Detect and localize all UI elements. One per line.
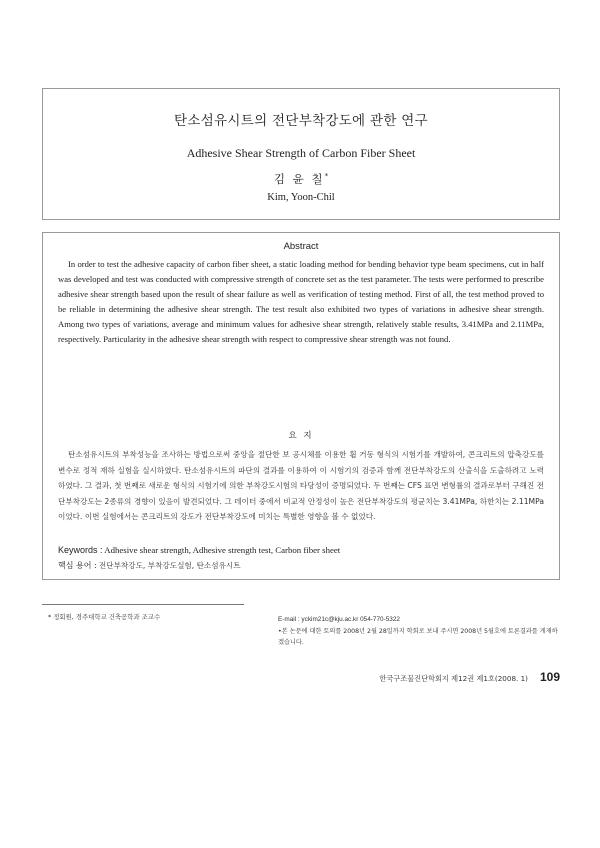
keywords-korean	[58, 558, 544, 573]
title-box	[42, 88, 560, 220]
author-name-english: Kim, Yoon-Chil	[267, 192, 335, 203]
footnote-right	[278, 614, 560, 649]
korean-summary-text	[58, 447, 544, 525]
keywords-value: Adhesive shear strength, Adhesive strength test, Carbon fiber sheet	[104, 545, 341, 555]
author-name-korean	[43, 171, 559, 187]
footnote-discussion-note: •본 논문에 대한 토의를 2008년 2월 28일까지 학회로 보내 주시면 2008년 5월호에 토론결과를 게재하겠습니다.	[278, 627, 558, 646]
footnote-affiliation: * 정회원, 경주대학교 건축공학과 조교수	[48, 613, 161, 621]
author-name-korean-text: 김 윤 칠	[273, 172, 325, 186]
paper-title-english: Adhesive Shear Strength of Carbon Fiber Sheet	[186, 146, 416, 160]
keywords-label: Keywords :	[58, 545, 103, 555]
paper-title-korean: 탄소섬유시트의 전단부착강도에 관한 연구	[174, 113, 428, 129]
page-footer	[290, 670, 560, 684]
journal-citation: 한국구조물진단학회지 제12권 제1호(2008. 1)	[379, 674, 528, 683]
keywords-label-korean: 핵심 용어 :	[58, 561, 97, 570]
page-number: 109	[539, 670, 560, 684]
abstract-body: In order to test the adhesive capacity of carbon fiber sheet, a static loading method for bending behavior type beam specimens, cut in half was developed and test was conducted with compressive strength of concrete set as the test parameter. The tests were performed to prescribe adhesive shear strength based upon the result of shear failure as well as verification of testing method. First of all, the test method proved to be reliable in determining the adhesive shear strength. The test result also exhibited two types of variations in adhesive shear strength. Among two types of variations, average and minimum values for adhesive shear strength, relatively stable results, 3.41MPa and 2.11MPa, respectively. Particularity in the adhesive shear strength with respect to compressive shear strength was not found.	[58, 259, 544, 345]
keywords-english	[58, 543, 544, 558]
keywords-value-korean: 전단부착강도, 부착강도실험, 탄소섬유시트	[98, 561, 241, 570]
keywords-block	[58, 543, 544, 573]
abstract-text	[58, 257, 544, 348]
abstract-heading: Abstract	[283, 241, 319, 252]
korean-summary-heading: 요 지	[288, 431, 314, 441]
abstract-box	[42, 232, 560, 580]
footnote-email: E-mail : yckim21c@kju.ac.kr 054-770-5322	[278, 616, 400, 623]
korean-summary-body: 탄소섬유시트의 부착성능을 조사하는 방법으로써 중앙을 절단한 보 공시체를 이용한 휨 거동 형식의 시험기를 개발하여, 콘크리트의 압축강도를 변수로 정적 재하 실험을 실시하였다. 탄소섬유시트의 파단의 결과를 이용하여 이 시험기의 검증과 함께 전단부착강도의 산출식을 도출하려고 노력 하였다. 그 결과, 첫 번째로 새로운 형식의 시험기에 의한 부착강도시험의 타당성이 증명되었다. 두 번째는 CFS 표면 변형률의 결과로부터 구해진 전단부착강도는 2종류의 경향이 있음이 발견되었다. 그 데이터 중에서 비교적 안정성이 높은 전단부착강도의 평균치는 3.41MPa, 하한치는 2.11MPa이었다. 이번 실험에서는 콘크리트의 강도가 전단부착강도에 미치는 특별한 영향을 볼 수 없었다.	[58, 450, 544, 522]
author-footnote-mark: *	[324, 172, 329, 181]
footnote-divider	[42, 604, 244, 605]
